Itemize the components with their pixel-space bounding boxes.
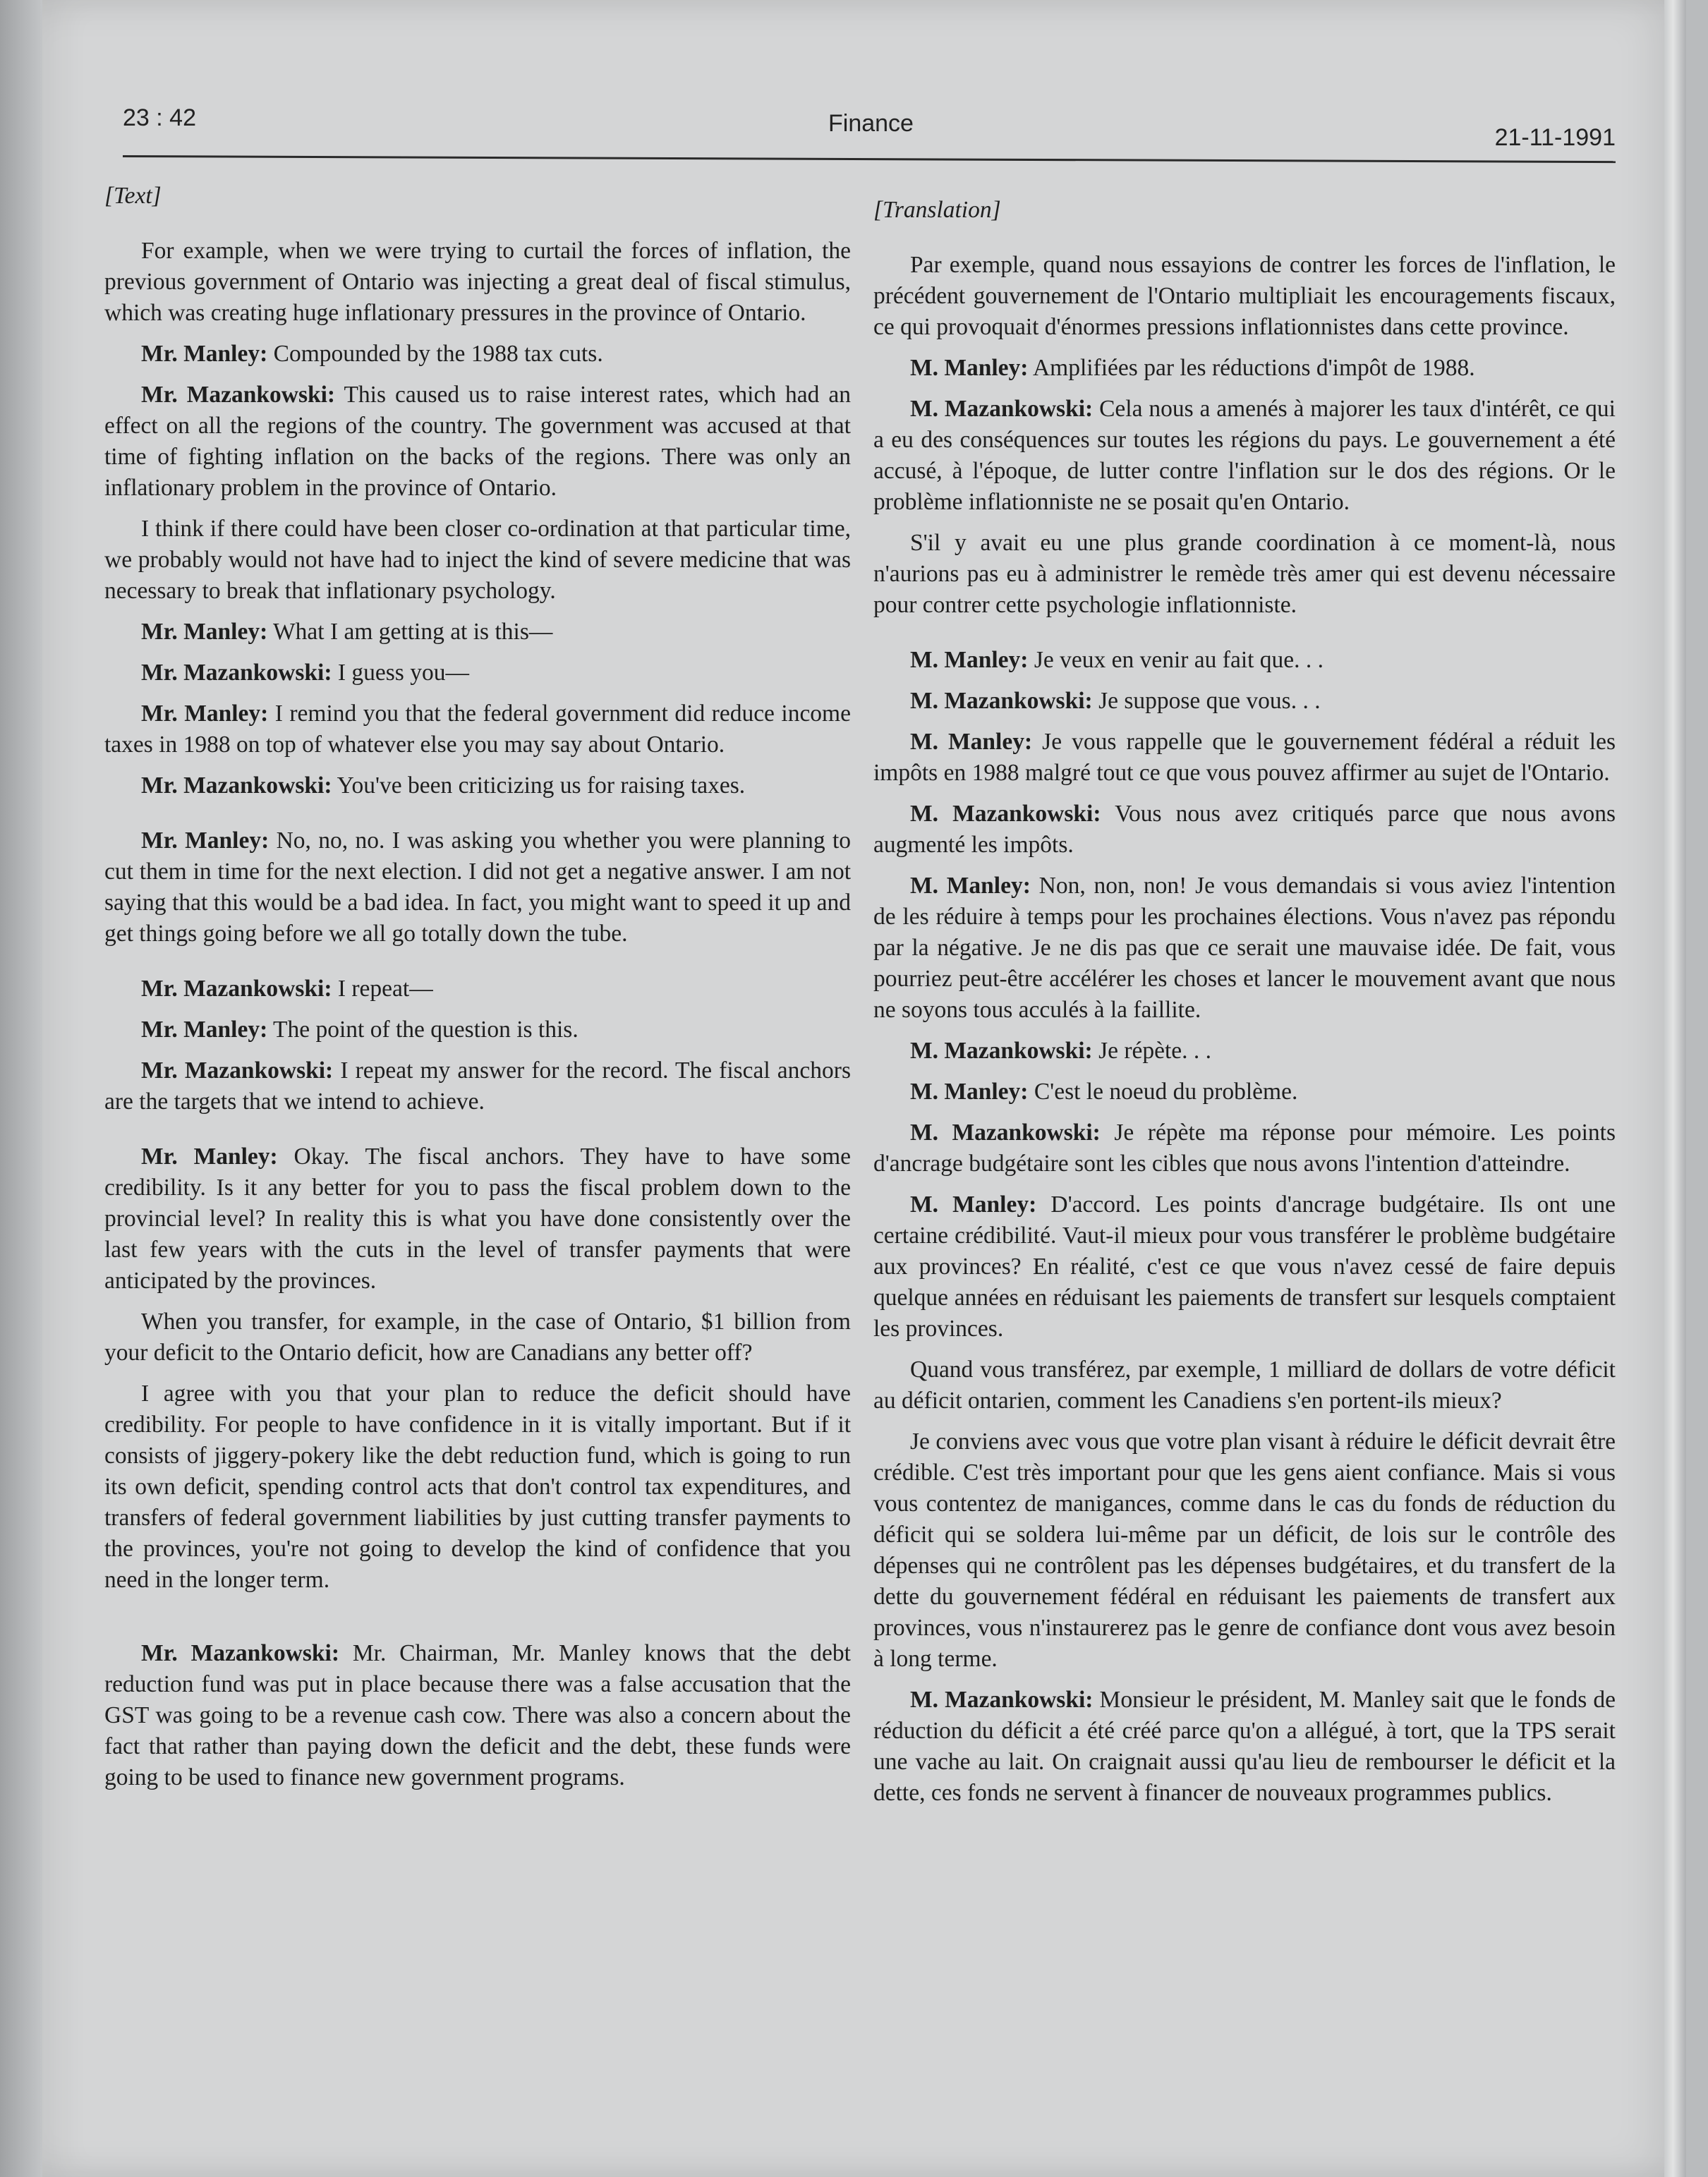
speaker: M. Manley:	[910, 1079, 1029, 1105]
paragraph	[104, 825, 851, 950]
paragraph-text: Je conviens avec vous que votre plan visant à réduire le déficit devrait être crédible. C'est très important pour que les gens aient confiance. Mais si vous vous contentez de manigances, comme dans le cas du fonds de réduction du déficit qui se soldera lui-même par un déficit, de lois sur le contrôle des dépenses qui ne contrôlent pas les dépenses budgétaires, et du transfert de la dette du gouvernement fédéral en réduisant les paiements de transfert aux provinces, vous n'instaurerez pas le genre de confiance dont vous avez besoin à long terme.	[873, 1429, 1616, 1672]
paragraph	[104, 514, 851, 607]
book-binding	[0, 0, 42, 2177]
running-header	[123, 104, 1616, 161]
speaker: M. Mazankowski:	[910, 1120, 1101, 1146]
paragraph	[104, 617, 851, 648]
speaker: M. Manley:	[910, 729, 1033, 755]
paragraph	[873, 394, 1616, 518]
page-number: 23 : 42	[123, 104, 196, 131]
speaker: M. Mazankowski:	[910, 688, 1093, 714]
paragraph	[873, 1077, 1616, 1108]
paragraph	[873, 871, 1616, 1026]
column-label: [Text]	[104, 183, 162, 209]
speaker: Mr. Mazankowski:	[141, 660, 332, 686]
paragraph-text: C'est le noeud du problème.	[1028, 1079, 1298, 1105]
paragraph	[873, 353, 1616, 384]
speaker: Mr. Manley:	[141, 1017, 268, 1043]
paragraph	[104, 1055, 851, 1117]
paragraph	[873, 799, 1616, 861]
paragraph	[873, 686, 1616, 717]
paragraph	[104, 657, 851, 689]
paragraph-text: Vous nous avez critiqués parce que nous avons augmenté les impôts.	[873, 801, 1616, 858]
paragraph-text: I remind you that the federal government did reduce income taxes in 1988 on top of whatever else you may say about Ontario.	[104, 701, 851, 758]
paragraph	[104, 236, 851, 329]
paragraph-text: Amplifiées par les réductions d'impôt de 1988.	[1028, 355, 1475, 381]
paragraph-text: Okay. The fiscal anchors. They have to have some credibility. Is it any better for you to pass the fiscal problem down to the provincial level? In reality this is what you have done consistently over the last few years with the cuts in the level of transfer payments that were anticipated by the provinces.	[104, 1144, 851, 1294]
paragraph-text: Je veux en venir au fait que. . .	[1028, 647, 1324, 673]
paragraph	[873, 727, 1616, 789]
paragraph-text: Je suppose que vous. . .	[1092, 688, 1321, 714]
speaker: M. Mazankowski:	[910, 1038, 1093, 1064]
paragraph-text: Non, non, non! Je vous demandais si vous aviez l'intention de les réduire à temps pour les prochaines élections. Vous n'avez pas répondu par la négative. Je ne dis pas que ce serait une mauvaise idée. De fait, vous pourriez peut-être accélérer les choses et lancer le mouvement avant que nous ne soyons tous acculés à la faillite.	[873, 873, 1616, 1023]
speaker: M. Manley:	[910, 1191, 1037, 1218]
english-column	[104, 181, 851, 1803]
paragraph-text: The point of the question is this.	[267, 1017, 579, 1043]
speaker: M. Manley:	[910, 873, 1031, 899]
paragraph-text: Mr. Chairman, Mr. Manley knows that the debt reduction fund was put in place because there was a false accusation that the GST was going to be a revenue cash cow. There was also a concern about the fact that rather than paying down the deficit and the debt, these funds were going to be used to finance new government programs.	[104, 1640, 851, 1790]
speaker: Mr. Mazankowski:	[141, 382, 336, 408]
paragraph	[104, 1014, 851, 1045]
speaker: Mr. Mazankowski:	[141, 772, 332, 799]
paragraph	[104, 339, 851, 370]
speaker: M. Mazankowski:	[910, 1687, 1094, 1713]
paragraph-text: You've been criticizing us for raising taxes.	[332, 772, 746, 799]
paragraph-text: This caused us to raise interest rates, which had an effect on all the regions of the country. The government was accused at that time of fighting inflation on the backs of the regions. There was only an inflationary problem in the province of Ontario.	[104, 382, 851, 501]
paragraph-text: When you transfer, for example, in the case of Ontario, $1 billion from your deficit to the Ontario deficit, how are Canadians any better off?	[104, 1309, 851, 1366]
paragraph-text: Quand vous transférez, par exemple, 1 milliard de dollars de votre déficit au déficit ontarien, comment les Canadiens s'en portent-ils mieux?	[873, 1357, 1616, 1414]
paragraph	[873, 1189, 1616, 1345]
paragraph	[104, 698, 851, 760]
paragraph-text: Je vous rappelle que le gouvernement fédéral a réduit les impôts en 1988 malgré tout ce que vous pouvez affirmer au sujet de l'Ontario.	[873, 729, 1616, 786]
speaker: Mr. Manley:	[141, 341, 268, 367]
paragraph-text: I repeat—	[332, 976, 433, 1002]
paragraph	[873, 250, 1616, 343]
paragraph-text: For example, when we were trying to curtail the forces of inflation, the previous government of Ontario was injecting a great deal of fiscal stimulus, which was creating huge inflationary pressures in the province of Ontario.	[104, 238, 851, 326]
paragraph-text: I guess you—	[332, 660, 469, 686]
paragraph-text: Compounded by the 1988 tax cuts.	[267, 341, 603, 367]
paragraph	[873, 528, 1616, 621]
paragraph-text: S'il y avait eu une plus grande coordination à ce moment-là, nous n'aurions pas eu à administrer le remède très amer qui est devenu nécessaire pour contrer cette psychologie inflationniste.	[873, 530, 1616, 618]
paragraph	[104, 380, 851, 504]
header-date: 21-11-1991	[1494, 124, 1616, 151]
paragraph-text: Par exemple, quand nous essayions de contrer les forces de l'inflation, le précédent gouvernement de l'Ontario multipliait les encouragements fiscaux, ce qui provoquait d'énormes pressions inflationnistes dans cette province.	[873, 252, 1616, 340]
paragraph-text: I repeat my answer for the record. The fiscal anchors are the targets that we intend to achieve.	[104, 1057, 851, 1115]
paragraph	[104, 770, 851, 801]
paragraph	[104, 974, 851, 1005]
paragraph-text: Cela nous a amenés à majorer les taux d'intérêt, ce qui a eu des conséquences sur toutes les régions du pays. Le gouvernement a été accusé, à l'époque, de lutter contre l'inflation sur le dos des régions. Or le problème inflationniste ne se posait qu'en Ontario.	[873, 396, 1616, 515]
paragraph-text: Monsieur le président, M. Manley sait que le fonds de réduction du déficit a été créé parce qu'on a allégué, à tort, que la TPS serait une vache au lait. On craignait aussi qu'au lieu de rembourser le déficit et la dette, ces fonds ne servent à financer de nouveaux programmes publics.	[873, 1687, 1616, 1806]
speaker: M. Mazankowski:	[910, 396, 1094, 422]
paragraph	[873, 1354, 1616, 1417]
paragraph-text: No, no, no. I was asking you whether you were planning to cut them in time for the next election. I did not get a negative answer. I am not saying that this would be a bad idea. In fact, you might want to speed it up and get things going before we all go totally down the tube.	[104, 827, 852, 947]
speaker: M. Manley:	[910, 647, 1029, 673]
speaker: Mr. Manley:	[141, 1144, 278, 1170]
paragraph	[104, 1141, 851, 1297]
paragraph	[104, 1378, 851, 1596]
paragraph	[873, 645, 1616, 676]
paragraph-text: What I am getting at is this—	[267, 619, 553, 645]
paragraph-text: I think if there could have been closer co-ordination at that particular time, we probably would not have had to inject the kind of severe medicine that was necessary to break that inflationary psychology.	[104, 516, 851, 604]
column-label: [Translation]	[873, 197, 1001, 223]
paragraph	[104, 1638, 851, 1793]
paragraph-text: I agree with you that your plan to reduce the deficit should have credibility. For people to have confidence in it is vitally important. But if it consists of jiggery-pokery like the debt reduction fund, which is going to run its own deficit, spending control acts that don't control tax expenditures, and transfers of federal government liabilities by just cutting transfer payments to the provinces, you're not going to develop the kind of confidence that you need in the longer term.	[104, 1381, 851, 1593]
paragraph-text: Je répète. . .	[1092, 1038, 1212, 1064]
speaker: Mr. Manley:	[141, 619, 268, 645]
speaker: Mr. Mazankowski:	[141, 976, 332, 1002]
speaker: Mr. Manley:	[141, 701, 269, 727]
paragraph	[873, 1117, 1616, 1180]
section-title: Finance	[828, 110, 914, 137]
speaker: M. Mazankowski:	[910, 801, 1101, 827]
page-edge	[1664, 0, 1686, 2177]
speaker: Mr. Manley:	[141, 827, 269, 854]
paragraph	[873, 1036, 1616, 1067]
speaker: Mr. Mazankowski:	[141, 1057, 334, 1084]
paragraph	[873, 1685, 1616, 1809]
paragraph-text: Je répète ma réponse pour mémoire. Les points d'ancrage budgétaire sont les cibles que nous avons l'intention d'atteindre.	[873, 1120, 1616, 1177]
speaker: Mr. Mazankowski:	[141, 1640, 339, 1666]
french-column	[873, 195, 1616, 1819]
paragraph	[873, 1426, 1616, 1675]
paragraph	[104, 1306, 851, 1369]
speaker: M. Manley:	[910, 355, 1029, 381]
paragraph-text: D'accord. Les points d'ancrage budgétaire. Ils ont une certaine crédibilité. Vaut-il mieux pour vous transférer le problème budgétaire aux provinces? En réalité, c'est ce que vous n'avez cessé de faire depuis quelque années en réduisant les paiements de transfert sur lesquels comptaient les provinces.	[873, 1191, 1616, 1342]
